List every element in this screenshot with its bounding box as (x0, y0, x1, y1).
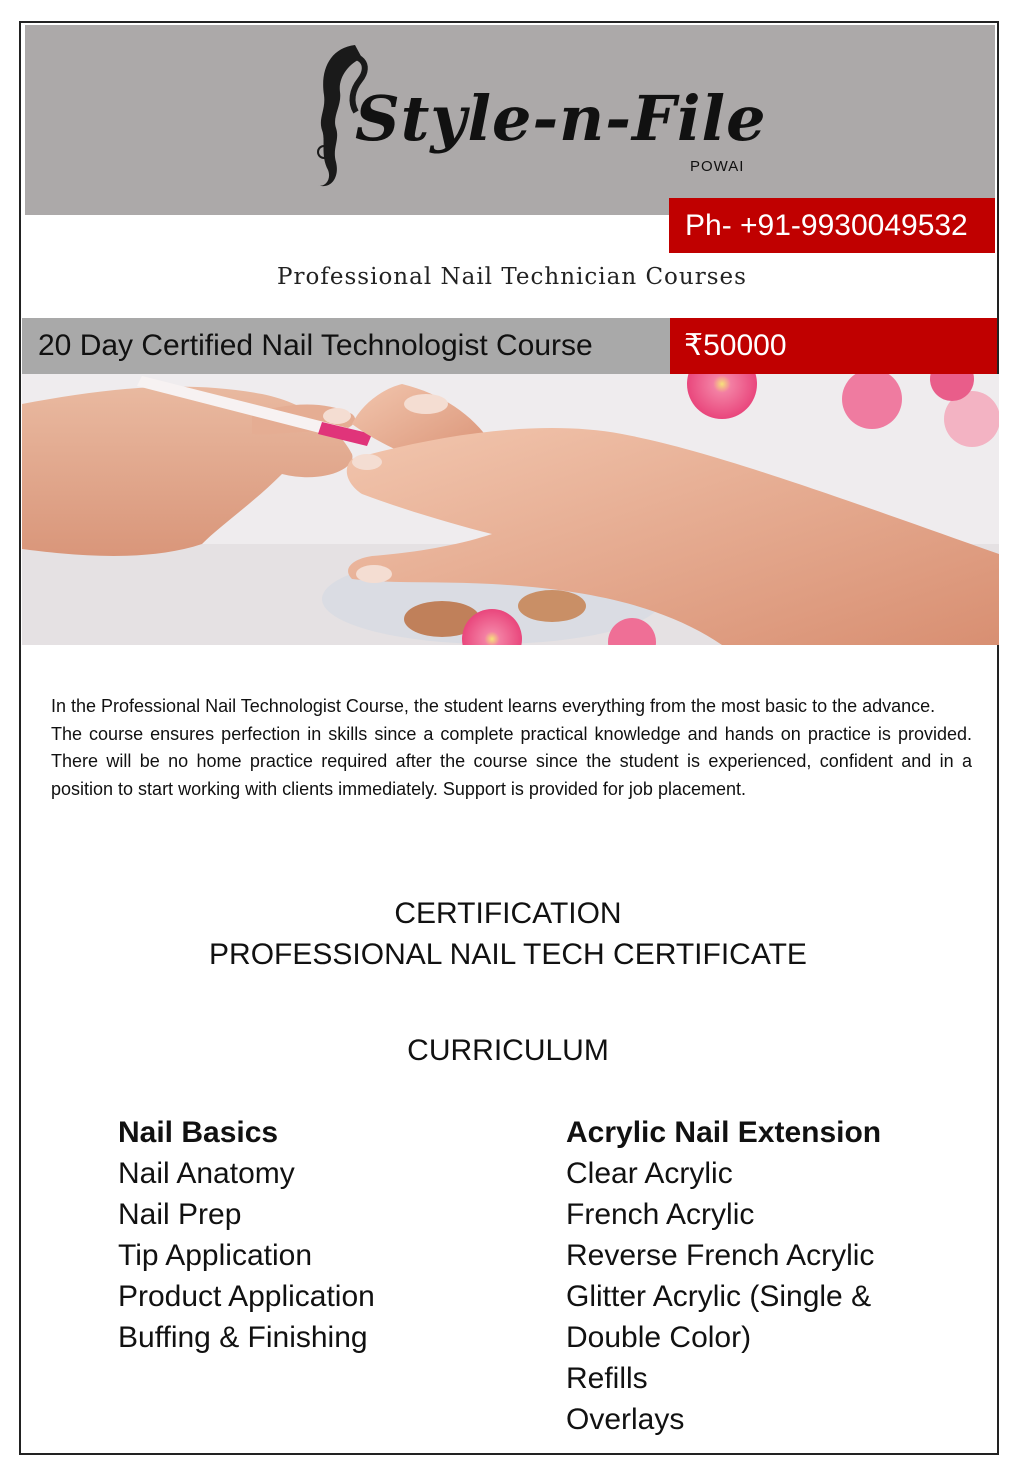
description-paragraph: In the Professional Nail Technologist Course, the student learns everything from the most basic to the advance. (51, 696, 936, 716)
brand-logo: Style-n-File (355, 82, 767, 155)
list-item: Buffing & Finishing (118, 1321, 368, 1354)
module-title: Acrylic Nail Extension (566, 1116, 882, 1149)
manicure-illustration (22, 374, 999, 645)
certification-heading: CERTIFICATION (394, 897, 622, 930)
curriculum-right-column (566, 1112, 881, 1440)
course-description (51, 693, 972, 803)
list-item: Nail Prep (118, 1198, 242, 1231)
list-item: Clear Acrylic (566, 1157, 733, 1190)
curriculum-heading: CURRICULUM (407, 1034, 609, 1067)
curriculum-left-column (118, 1112, 375, 1358)
list-item: Overlays (566, 1403, 685, 1436)
course-title: 20 Day Certified Nail Technologist Course (22, 318, 670, 374)
manicure-photo (22, 374, 999, 645)
list-item: Nail Anatomy (118, 1157, 295, 1190)
module-title: Nail Basics (118, 1116, 279, 1149)
list-item: Tip Application (118, 1239, 313, 1272)
list-item: Reverse French Acrylic (566, 1239, 875, 1272)
brand-location: POWAI (690, 158, 745, 175)
list-item: Double Color) (566, 1321, 752, 1354)
phone-badge: Ph- +91-9930049532 (669, 198, 995, 253)
page-subtitle: Professional Nail Technician Courses (277, 264, 747, 290)
course-price: ₹50000 (670, 318, 997, 374)
description-paragraph: The course ensures perfection in skills since a complete practical knowledge and hands on practice is provided. There will be no home practice required after the course since the student is experienced, confident and in a position to start working with clients immediately. Support is provided for job placement. (51, 723, 972, 799)
list-item: French Acrylic (566, 1198, 755, 1231)
list-item: Product Application (118, 1280, 375, 1313)
certificate-name: PROFESSIONAL NAIL TECH CERTIFICATE (209, 938, 807, 971)
list-item: Refills (566, 1362, 648, 1395)
list-item: Glitter Acrylic (Single & (566, 1280, 872, 1313)
